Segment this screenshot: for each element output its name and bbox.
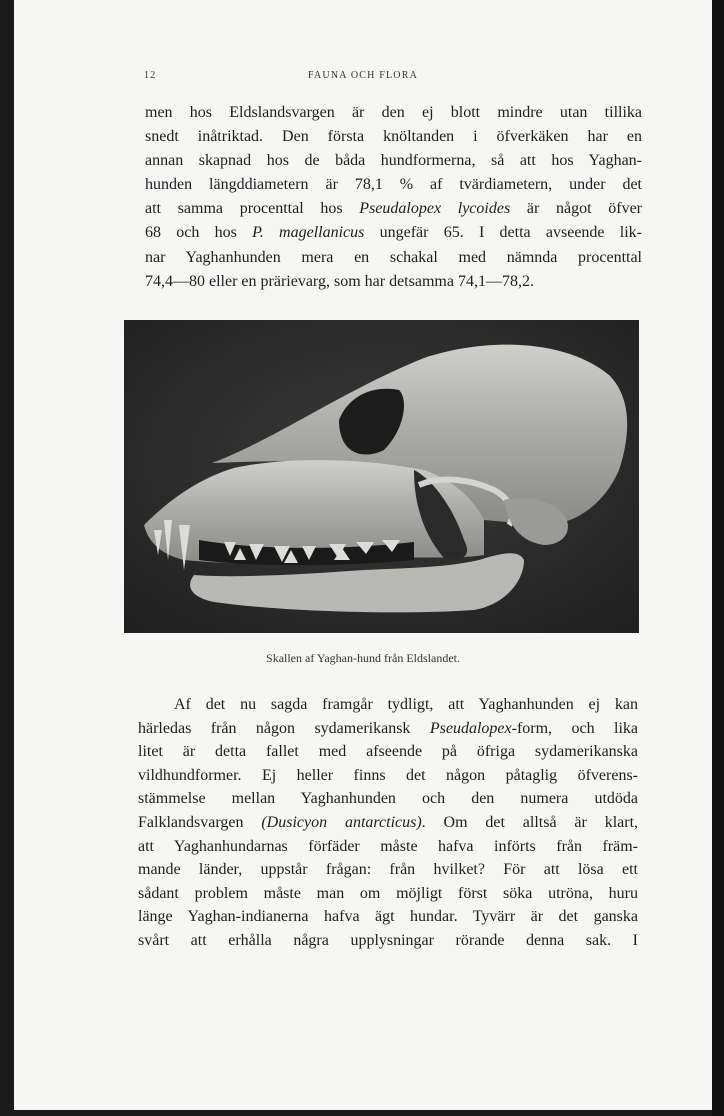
text-line [145, 173, 642, 197]
text-segment: Af det nu sagda framgår tydligt, att Yaghanhunden ej kan [174, 696, 638, 713]
text-segment: 68 och hos [145, 224, 253, 242]
text-line [138, 717, 638, 741]
text-line [138, 693, 638, 717]
text-segment: annan skapnad hos de båda hundformerna, så att hos Yaghan- [145, 152, 642, 170]
skull-photograph [124, 320, 639, 633]
italic-term: Pseudalopex lycoides [359, 200, 511, 218]
text-segment: härledas från någon sydamerikansk [138, 719, 430, 737]
text-line [138, 764, 638, 788]
text-line [145, 149, 642, 173]
text-segment: litet är detta fallet med afseende på öfriga sydamerikanska [138, 743, 638, 761]
text-line [145, 101, 642, 125]
text-line [138, 811, 638, 835]
text-segment: sådant problem måste man om möjligt först söka utröna, huru [138, 884, 638, 902]
text-line [138, 882, 638, 906]
page-number: 12 [144, 70, 157, 81]
text-segment: att samma procenttal hos [145, 200, 360, 218]
text-line [138, 787, 638, 811]
text-segment: snedt inåtriktad. Den första knöltanden i öfverkäken har en [145, 128, 642, 146]
text-segment: att Yaghanhundarnas förfäder måste hafva införts från främ- [138, 837, 638, 855]
running-head: FAUNA OCH FLORA [307, 70, 419, 81]
text-segment: Falklandsvargen [138, 813, 262, 831]
text-segment: nar Yaghanhunden mera en schakal med nämnda procenttal [145, 248, 642, 266]
italic-term: P. magellanicus [252, 224, 365, 242]
book-page [14, 0, 712, 1110]
text-line [138, 929, 638, 953]
text-segment: ungefär 65. I detta avseende lik- [364, 224, 642, 242]
italic-term: (Dusicyon antarcticus) [261, 813, 422, 831]
text-segment: men hos Eldslandsvargen är den ej blott mindre utan tillika [145, 104, 642, 121]
figure-caption: Skallen af Yaghan-hund från Eldslandet. [266, 651, 460, 665]
paragraph-1 [145, 101, 642, 294]
page-edge [712, 0, 724, 1116]
text-line [145, 246, 642, 270]
text-line [145, 125, 642, 149]
text-line [145, 221, 642, 245]
text-segment: är något öfver [510, 200, 642, 218]
text-line [138, 905, 638, 929]
skull-illustration [124, 320, 639, 633]
text-segment: 74,4—80 eller en prärievarg, som har detsamma 74,1—78,2. [145, 272, 534, 290]
text-segment: länge Yaghan-indianerna hafva ägt hundar. Tyvärr är det ganska [138, 908, 638, 926]
text-segment: stämmelse mellan Yaghanhunden och den numera utdöda [138, 790, 638, 808]
text-line [145, 197, 642, 221]
italic-term: Pseudalopex [429, 719, 512, 737]
text-line [138, 740, 638, 764]
text-segment: hunden längddiametern är 78,1 % af tvärdiametern, under det [145, 176, 642, 194]
paragraph-2 [138, 693, 638, 953]
text-segment: -form, och lika [511, 719, 638, 737]
text-line [138, 835, 638, 859]
text-segment: . Om det alltså är klart, [421, 813, 639, 831]
text-line [145, 270, 642, 294]
text-segment: vildhundformer. Ej heller finns det någon påtaglig öfverens- [138, 766, 638, 784]
text-segment: mande länder, uppstår frågan: från hvilket? För att lösa ett [138, 861, 638, 879]
text-line [138, 858, 638, 882]
text-segment: svårt att erhålla några upplysningar rörande denna sak. I [138, 931, 638, 949]
